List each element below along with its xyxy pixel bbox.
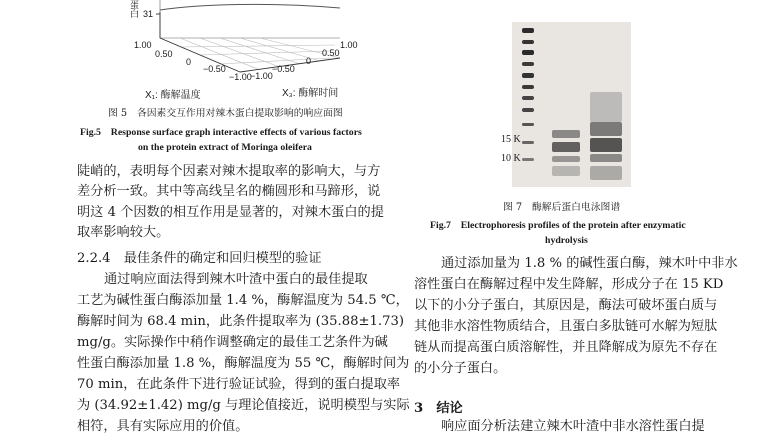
z-tick-label: 31 xyxy=(143,9,154,19)
paragraph-line: 明这 4 个因数的相互作用是显著的，对辣木蛋白的提 xyxy=(77,205,384,220)
x3-tick-label: 1.00 xyxy=(340,40,358,50)
paragraph-line: 溶性蛋白在酶解过程中发生降解，形成分子在 15 KD xyxy=(414,277,724,292)
figure7-caption-en: hydrolysis xyxy=(545,235,588,246)
x3-tick-label: −0.50 xyxy=(272,64,295,74)
marker-lane xyxy=(522,28,534,178)
x3-tick-label: 0 xyxy=(306,56,312,66)
paragraph-line: 通过添加量为 1.8 % 的碱性蛋白酶，辣木叶中非水 xyxy=(441,256,738,271)
paragraph-line: 为 (34.92±1.42) mg/g 与理论值接近，说明模型与实际 xyxy=(77,398,410,413)
x3-axis-label: X₃: 酶解时间 xyxy=(282,88,339,99)
paragraph-line: 酶解时间为 68.4 min，此条件提取率为 (35.88±1.73) xyxy=(77,314,405,329)
figure5-caption-en: on the protein extract of Moringa oleifera xyxy=(138,142,312,153)
x3-tick-label: −1.00 xyxy=(250,71,273,81)
figure7-caption-cn: 图 7 酶解后蛋白电泳图谱 xyxy=(503,202,621,213)
paragraph-line: mg/g。实际操作中稍作调整确定的最佳工艺条件为碱 xyxy=(77,335,388,350)
sample-lane xyxy=(590,92,622,184)
x1-tick-label: 1.00 xyxy=(134,40,152,50)
marker-15k-label: 15 K xyxy=(501,134,521,145)
paragraph-line: 响应面分析法建立辣木叶渣中非水溶性蛋白提 xyxy=(441,419,705,434)
section-heading: 3 结论 xyxy=(414,401,463,416)
paragraph-line: 工艺为碱性蛋白酶添加量 1.4 %，酶解温度为 54.5 ℃， xyxy=(77,293,409,308)
paragraph-line: 的小分子蛋白。 xyxy=(414,361,507,376)
section-heading: 2.2.4 最佳条件的确定和回归模型的验证 xyxy=(77,251,322,266)
figure5-caption-en: Fig.5 Response surface graph interactive effects of various factors xyxy=(80,127,362,138)
z-axis-label: 蛋白 xyxy=(129,0,139,18)
x1-tick-label: 0 xyxy=(186,57,192,67)
paragraph-line: 相符，具有实际应用的价值。 xyxy=(77,419,249,434)
x1-axis-label: X₁: 酶解温度 xyxy=(145,90,201,101)
marker-10k-label: 10 K xyxy=(501,153,521,164)
x1-tick-label: −0.50 xyxy=(203,64,226,74)
paragraph-line: 取率影响较大。 xyxy=(77,225,170,240)
x1-tick-label: −1.00 xyxy=(229,72,252,82)
sample-lane xyxy=(552,112,580,182)
paragraph-line: 以下的小分子蛋白，其原因是，酶法可破坏蛋白质与 xyxy=(414,298,718,313)
electrophoresis-gel-image xyxy=(512,22,631,187)
paragraph-line: 通过响应面法得到辣木叶渣中蛋白的最佳提取 xyxy=(104,272,368,287)
paragraph-line: 差分析一致。其中等高线呈名的椭圆形和马蹄形，说 xyxy=(77,184,381,199)
x1-tick-label: 0.50 xyxy=(155,49,173,59)
paragraph-line: 其他非水溶性物质结合，且蛋白多肽链可水解为短肽 xyxy=(414,319,718,334)
figure5-caption-cn: 图 5 各因素交互作用对辣木蛋白提取影响的响应面图 xyxy=(108,108,343,119)
paragraph-line: 70 min，在此条件下进行验证试验，得到的蛋白提取率 xyxy=(77,377,401,392)
paragraph-line: 陡峭的，表明每个因素对辣木提取率的影响大，与方 xyxy=(77,164,381,179)
figure7-caption-en: Fig.7 Electrophoresis profiles of the protein after enzymatic xyxy=(430,220,686,231)
paragraph-line: 性蛋白酶添加量 1.8 %，酶解温度为 55 ℃，酶解时间为 xyxy=(77,356,410,371)
paragraph-line: 链从而提高蛋白质溶解性，并且降解成为原先不存在 xyxy=(414,340,718,355)
x3-tick-label: 0.50 xyxy=(322,48,340,58)
